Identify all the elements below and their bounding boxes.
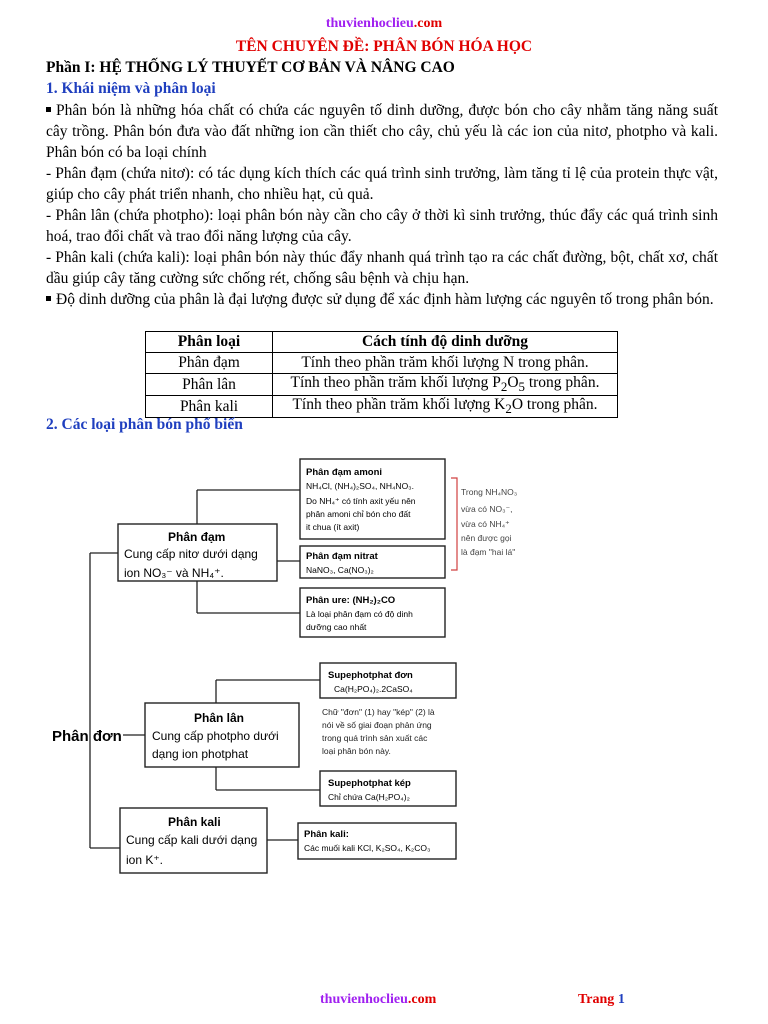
kali-sub-title: Phân kali: — [304, 829, 349, 840]
table-row — [146, 396, 618, 418]
super-don-title: Supephotphat đơn — [328, 670, 413, 681]
table-cell-method — [273, 396, 618, 418]
subscript: 2 — [500, 379, 508, 395]
note-line-3: vừa có NH₄⁺ — [461, 519, 510, 529]
bullet-square-icon — [46, 296, 51, 301]
site-name: thuvienhoclieu — [325, 16, 414, 31]
nutrition-table — [145, 331, 618, 418]
paragraph-intro — [46, 100, 718, 163]
method-text: O — [511, 396, 524, 414]
page-number — [578, 992, 625, 1008]
table-row — [146, 374, 618, 396]
amoni-line-2: Do NH₄⁺ có tính axit yếu nên — [306, 496, 416, 506]
section-heading-2: 2. Các loại phân bón phổ biến — [46, 416, 243, 433]
method-text: Tính theo phần trăm khối lượng N trong phân. — [301, 354, 589, 371]
nitrat-title: Phân đạm nitrat — [306, 551, 378, 562]
super-don-line-1: Ca(H₂PO₄)₂.2CaSO₄ — [334, 684, 413, 694]
method-text: O — [507, 374, 519, 391]
site-tld: .com — [413, 16, 443, 31]
table-cell-type: Phân kali — [146, 396, 273, 418]
super-kep-title: Supephotphat kép — [328, 778, 411, 789]
method-text: trong phân. — [523, 396, 598, 414]
fertilizer-diagram — [0, 440, 768, 880]
kali-title: Phân kali — [168, 815, 221, 829]
paragraph-intro-text: Phân bón là những hóa chất có chứa các nguyên tố dinh dưỡng, được bón cho cây nhằm tăng năng suất cây trồng. Phân bón đưa vào đất những ion cần thiết cho cây, chủ yếu là các ion của nitơ, photpho và kali. Phân bón có ba loại chính — [46, 102, 718, 161]
paragraph-phan-kali: - Phân kali (chứa kali): loại phân bón này thúc đẩy nhanh quá trình tạo ra các chất đường, bột, chất xơ, chất dầu giúp cây tăng cường sức chống rét, chống sâu bệnh và chịu hạn. — [46, 249, 718, 287]
dam-title: Phân đạm — [168, 530, 226, 544]
dam-line-1: Cung cấp nitơ dưới dạng — [124, 547, 258, 561]
paragraph-do-dinh-duong-text: Độ dinh dưỡng của phân là đại lượng được sử dụng để xác định hàm lượng các nguyên tố trong phân bón. — [56, 291, 714, 308]
note-line-2: vừa có NO₃⁻, — [461, 504, 513, 514]
lan-note-line-2: nói về số giai đoạn phản ứng — [322, 720, 432, 730]
lan-line-2: dạng ion photphat — [152, 747, 249, 761]
method-text: Tính theo phần trăm khối lượng K — [292, 396, 506, 414]
dam-line-2: ion NO₃⁻ và NH₄⁺. — [124, 566, 224, 580]
paragraph-phan-lan: - Phân lân (chứa photpho): loại phân bón này cần cho cây ở thời kì sinh trưởng, thúc đẩy các quá trình sinh hoá, trao đổi chất và trao đổi năng lượng của cây. — [46, 207, 718, 245]
paragraph-phan-dam: - Phân đạm (chứa nitơ): có tác dụng kích thích các quá trình sinh trưởng, làm tăng tỉ lệ của protein thực vật, giúp cho cây phát triển nhanh, cho nhiều hạt, củ quả. — [46, 165, 718, 203]
site-tld: .com — [407, 992, 437, 1007]
amoni-line-4: it chua (ít axit) — [306, 522, 360, 532]
bullet-square-icon — [46, 107, 51, 112]
table-header-cell: Cách tính độ dinh dưỡng — [273, 332, 618, 353]
note-line-1: Trong NH₄NO₃ — [461, 487, 518, 497]
subscript: 2 — [505, 401, 512, 417]
super-kep-line-1: Chỉ chứa Ca(H₂PO₄)₂ — [328, 792, 410, 802]
kali-line-1: Cung cấp kali dưới dạng — [126, 833, 258, 847]
note-line-4: nên được gọi — [461, 533, 512, 543]
method-text: trong phân. — [524, 374, 600, 391]
amoni-line-3: phân amoni chỉ bón cho đất — [306, 509, 411, 519]
paragraph-do-dinh-duong — [46, 289, 718, 310]
ure-line-1: Là loại phân đạm có độ dinh — [306, 609, 413, 619]
root-label: Phân đơn — [52, 728, 122, 745]
ure-line-2: dưỡng cao nhất — [306, 622, 367, 632]
site-footer[interactable] — [320, 992, 436, 1008]
site-name: thuvienhoclieu — [320, 992, 408, 1007]
kali-line-2: ion K⁺. — [126, 853, 164, 867]
note-line-5: là đạm "hai lá" — [461, 547, 516, 557]
page-label: Trang — [578, 992, 615, 1007]
lan-title: Phân lân — [194, 711, 245, 725]
lan-note-line-3: trong quá trình sản xuất các — [322, 733, 428, 743]
table-cell-type: Phân đạm — [146, 353, 273, 374]
lan-note-line-1: Chữ "đơn" (1) hay "kép" (2) là — [322, 707, 435, 717]
lan-note-line-4: loại phân bón này. — [322, 746, 391, 756]
table-cell-method — [273, 353, 618, 374]
nitrat-line-1: NaNO₃, Ca(NO₃)₂ — [306, 565, 374, 575]
table-header-row — [146, 332, 618, 353]
table-cell-method — [273, 374, 618, 396]
method-text: Tính theo phần trăm khối lượng P — [290, 374, 501, 391]
lan-line-1: Cung cấp photpho dưới — [152, 729, 279, 743]
site-header[interactable] — [0, 16, 768, 32]
table-cell-type: Phân lân — [146, 374, 273, 396]
ure-title: Phân ure: (NH₂)₂CO — [306, 595, 396, 606]
amoni-title: Phân đạm amoni — [306, 467, 383, 478]
table-row — [146, 353, 618, 374]
amoni-line-1: NH₄Cl, (NH₄)₂SO₄, NH₄NO₃. — [306, 481, 414, 491]
table-header-cell: Phân loại — [146, 332, 273, 353]
page-number-value: 1 — [617, 992, 625, 1007]
subscript: 5 — [518, 379, 525, 395]
part-heading: Phần I: HỆ THỐNG LÝ THUYẾT CƠ BẢN VÀ NÂNG CAO — [46, 59, 455, 76]
section-heading-1: 1. Khái niệm và phân loại — [46, 80, 216, 97]
kali-sub-line-1: Các muối kali KCl, K₂SO₄, K₂CO₃ — [304, 843, 431, 853]
document-title: TÊN CHUYÊN ĐỀ: PHÂN BÓN HÓA HỌC — [235, 38, 533, 55]
